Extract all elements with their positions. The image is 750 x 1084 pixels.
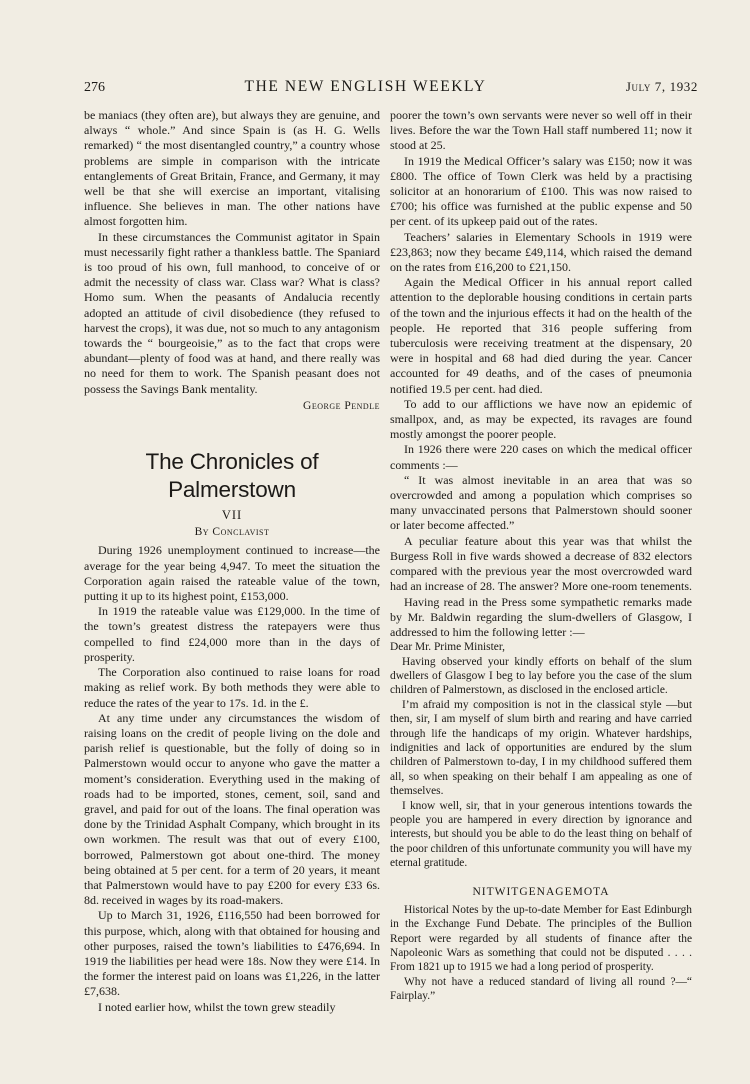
intro-paragraph: In these circumstances the Communist agitator in Spain must necessarily fight rather a thankless battle. The Spaniard is too proud of his own, full manhood, to conceive of or admit the necessity of class war. Class war? What is class? Homo sum. When the peasants of Andalucia recently adopted an attitude of civil disobedience (they refused to harvest the crops), it was due, not so much to any antagonism towards the “ bourgeoisie,” as to the fact that crops were abundant—plenty of food was at hand, and there really was no need for them to work. The Spanish peasant does not possess the Savings Bank mentality.	[84, 229, 380, 396]
article-paragraph: In 1926 there were 220 cases on which the medical officer comments :—	[390, 442, 692, 472]
article-paragraph: During 1926 unemployment continued to increase—the average for the year being 4,947. To meet the situation the Corporation again raised the rateable value of the town, putting it up to its highest point, £153,000.	[84, 543, 380, 604]
article-paragraph: To add to our afflictions we have now an epidemic of smallpox, and, as may be expected, its ravages are found mostly amongst the poorer people.	[390, 396, 692, 442]
section-heading: NITWITGENAGEMOTA	[472, 885, 610, 898]
intro-paragraph: be maniacs (they often are), but always they are genuine, and always “ whole.” And since Spain is (as H. G. Wells remarked) “ the most disentangled country,” a country whose problems are simple in comparison with the intricate entanglements of Great Britain, France, and Germany, it may well be that she will exercise an important, vitalising influence. She believes in man. The other nations have almost forgotten him.	[84, 108, 380, 229]
article-paragraph: A peculiar feature about this year was that whilst the Burgess Roll in five wards showed a decrease of 832 electors compared with the previous year the most overcrowded ward had an increase of 28. The answer? More one-room tenements.	[390, 533, 692, 594]
page-header	[84, 78, 698, 96]
issue-date: July 7, 1932	[625, 79, 698, 94]
article-paragraph: The Corporation also continued to raise loans for road making as relief work. By both methods they were able to reduce the rates of the year to 17s. 1d. in the £.	[84, 665, 380, 710]
byline: By Conclavist	[194, 526, 270, 539]
page-number: 276	[84, 80, 105, 95]
letter-paragraph: Having observed your kindly efforts on behalf of the slum dwellers of Glasgow I beg to lay before you the case of the slum children of Palmerstown, as disclosed in the enclosed article.	[390, 655, 692, 697]
notes-paragraph: Why not have a reduced standard of living all round ?—“ Fairplay.”	[390, 975, 692, 1003]
article-paragraph: Up to March 31, 1926, £116,550 had been borrowed for this purpose, which, along with that obtained for housing and other purposes, raised the town’s liabilities to £476,694. In 1919 the liabilities per head were 18s. Now they were £14. In the former the interest paid on loans was £1,226, in the latter £7,638.	[84, 908, 380, 999]
letter-salutation: Dear Mr. Prime Minister,	[390, 641, 506, 654]
article-paragraph: “ It was almost inevitable in an area that was so overcrowded and among a population which comprises so many unvaccinated persons that Palmerstown should sooner or later become affected.”	[390, 472, 692, 533]
notes-section	[390, 903, 692, 1004]
letter	[390, 640, 692, 871]
article-title: The Chronicles of Palmerstown	[145, 449, 319, 503]
article-paragraph: Again the Medical Officer in his annual report called attention to the deplorable housing conditions in certain parts of the town and the injurious effects it had on the health of the people. He reported that 316 people suffering from tuberculosis were receiving treatment at the dispensary, 20 were in hospital and 68 had died during the year. Cancer accounted for 49 deaths, and of the cases of pneumonia notified 19.5 per cent. had died.	[390, 275, 692, 396]
right-column	[390, 108, 692, 1004]
masthead: THE NEW ENGLISH WEEKLY	[244, 78, 487, 95]
author-signature: George Pendle	[303, 399, 380, 412]
article-paragraph: poorer the town’s own servants were never so well off in their lives. Before the war the Town Hall staff numbered 11; now it stood at 25.	[390, 108, 692, 153]
letter-paragraph: I’m afraid my composition is not in the classical style —but then, sir, I am myself of slum birth and rearing and have carried through life the handicaps of my origin. Whatever hardships, indignities and lack of opportunities are endured by the slum children of Palmerstown to-day, I in my childhood suffered them all, so when speaking on their behalf I am appealing as one of themselves.	[390, 698, 692, 798]
article-paragraph: Having read in the Press some sympathetic remarks made by Mr. Baldwin regarding the slum-dwellers of Glasgow, I addressed to him the following letter :—	[390, 594, 692, 639]
part-number: VII	[221, 508, 243, 523]
left-column	[84, 108, 380, 1015]
article-paragraph: In 1919 the rateable value was £129,000. In the time of the town’s greatest distress the ratepayers were thus compelled to find £24,000 more than in the days of prosperity.	[84, 604, 380, 664]
article-paragraph: In 1919 the Medical Officer’s salary was £150; now it was £800. The office of Town Clerk was held by a practising solicitor at an honorarium of £100. This was now raised to £700; his office was furnished at the public expense and 50 per cent. of its upkeep paid out of the rates.	[390, 153, 692, 229]
article-paragraph: I noted earlier how, whilst the town grew steadily	[98, 999, 336, 1014]
letter-paragraph: I know well, sir, that in your generous intentions towards the people you are hampered in every direction by ignorance and interests, but should you be able to do the least thing on behalf of the poor children of this unfortunate community you will have my eternal gratitude.	[390, 799, 692, 870]
article-paragraph: At any time under any circumstances the wisdom of raising loans on the credit of people living on the dole and parish relief is questionable, but the folly of doing so in Palmerstown would occur to anyone who gave the matter a moment’s consideration. Everything used in the making of roads had to be imported, stones, cement, soil, sand and gravel, and paid for out of the loans. The final operation was done by the Trinidad Asphalt Company, which brought in its own workmen. The result was that out of every £100, borrowed, Palmerstown got about one-third. The money being obtained at 5 per cent. for a term of 20 years, it meant that Palmerstown would have to pay £200 for every £33 6s. 8d. received in wages by its road-makers.	[84, 710, 380, 908]
notes-paragraph: Historical Notes by the up-to-date Member for East Edinburgh in the Exchange Fund Debate. The principles of the Bullion Report were regarded by all students of finance after the Napoleonic Wars as something that could not be disputed . . . . From 1821 up to 1915 we had a long period of prosperity.	[390, 903, 692, 974]
article-paragraph: Teachers’ salaries in Elementary Schools in 1919 were £23,863; now they became £49,114, which raised the demand on the rates from £16,200 to £21,150.	[390, 229, 692, 275]
